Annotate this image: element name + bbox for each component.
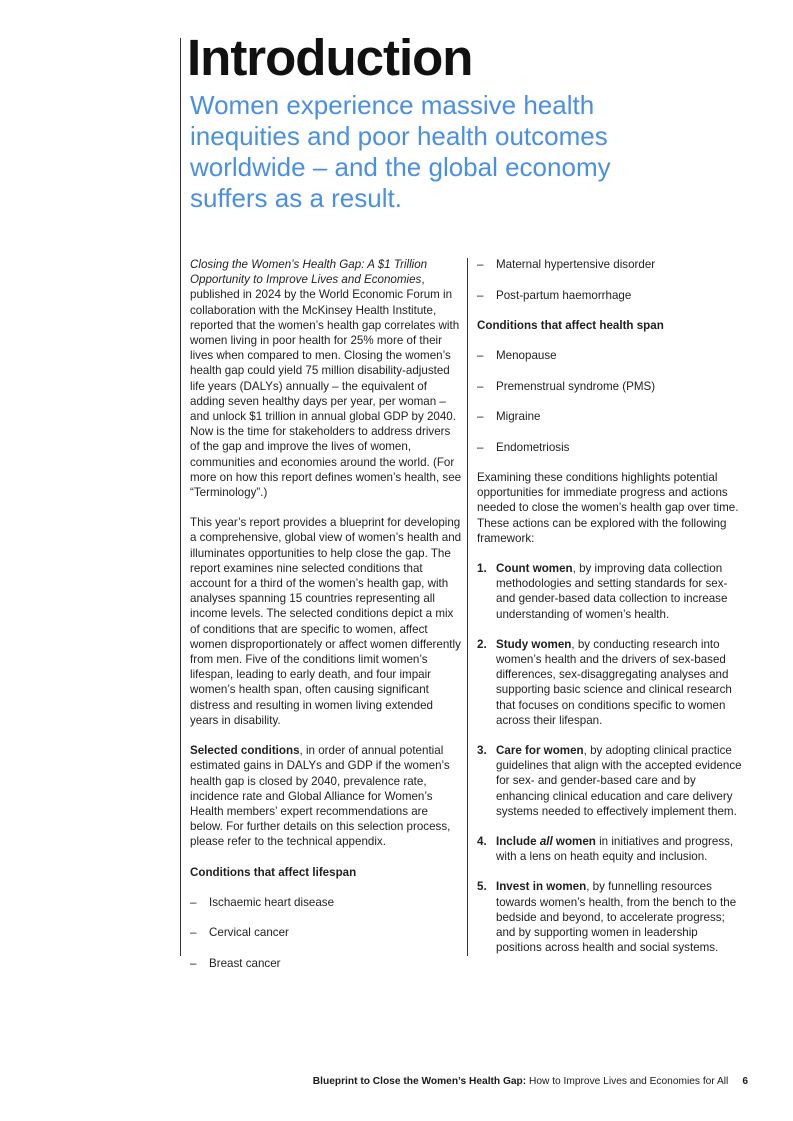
dash-bullet: – <box>477 410 484 424</box>
list-item-label: Maternal hypertensive disorder <box>496 258 656 271</box>
page-subtitle: Women experience massive health inequities and poor health outcomes worldwide – and the global economy suffers as a result. <box>190 90 611 213</box>
item-title: Care for women <box>496 744 584 758</box>
intro-paragraph-text: , published in 2024 by the World Economic Forum in collaboration with the McKinsey Health Institute, reported that the women’s health gap correlates with women living in poor health for 25% more of their lives when compared to men. Closing the women’s health gap could yield 75 million disability-adjusted life years (DALYs) annually – the equivalent of adding seven healthy days per year, per woman – and unlock $1 trillion in annual global GDP by 2040. Now is the time for stakeholders to address drivers of the gap and improve the lives of women, communities and economies around the world. (For more on how this report defines women’s health, see “Terminology”.) <box>190 273 462 500</box>
dash-bullet: – <box>477 379 484 393</box>
right-column <box>477 257 745 955</box>
item-number: 1. <box>477 562 487 575</box>
left-vertical-rule <box>180 38 181 956</box>
dash-bullet: – <box>477 440 484 454</box>
framework-item <box>477 561 745 622</box>
list-item <box>477 348 745 363</box>
dash-bullet: – <box>190 956 197 970</box>
framework-intro: Examining these conditions highlights potential opportunities for immediate progress and actions needed to close the women’s health gap over time. These actions can be explored with the following framework: <box>477 470 739 545</box>
list-item <box>190 956 463 971</box>
list-item <box>477 440 745 455</box>
item-title: Count women <box>496 562 573 575</box>
dash-bullet: – <box>477 258 484 271</box>
list-item-label: Menopause <box>496 349 557 362</box>
item-text: , by funnelling resources towards women’s health, from the bench to the bedside and beyond, to accelerate progress; and by supporting women in leadership positions across health and social systems. <box>496 880 737 955</box>
item-text: in initiatives and progress, with a lens on heath equity and inclusion. <box>496 835 734 864</box>
item-text: , by conducting research into women’s health and the drivers of sex-based differences, sex-disaggregating analyses and supporting basic science and clinical research that focuses on conditions specific to women across their lifespan. <box>496 637 732 727</box>
framework-item <box>477 743 745 819</box>
lifespan-list <box>190 895 463 971</box>
item-number: 3. <box>477 744 487 758</box>
item-title: Invest in women <box>496 880 587 894</box>
intro-paragraph <box>190 257 463 500</box>
page-number: 6 <box>742 1076 748 1087</box>
left-column <box>190 257 463 971</box>
list-item-label: Endometriosis <box>496 440 570 454</box>
list-item-label: Ischaemic heart disease <box>209 895 335 909</box>
dash-bullet: – <box>190 926 197 940</box>
list-item <box>477 257 745 272</box>
footer-report-subtitle: How to Improve Lives and Economies for All <box>526 1076 729 1087</box>
framework-item <box>477 637 745 728</box>
report-title-italic: Closing the Women’s Health Gap: A $1 Trillion Opportunity to Improve Lives and Economies <box>190 258 428 287</box>
list-item-label: Post-partum haemorrhage <box>496 288 632 302</box>
item-title: Include all women <box>496 835 596 849</box>
lifespan-list-continued <box>477 257 745 303</box>
list-item-label: Breast cancer <box>209 956 281 970</box>
footer-report-title: Blueprint to Close the Women’s Health Gap: <box>312 1076 527 1087</box>
item-number: 2. <box>477 637 487 651</box>
list-item-label: Cervical cancer <box>209 926 289 940</box>
page-footer <box>313 1076 748 1087</box>
selected-conditions-paragraph <box>190 743 463 849</box>
framework-item <box>477 879 745 955</box>
item-text: , by adopting clinical practice guidelines that align with the accepted evidence for sex- and gender-based care and by enhancing clinical education and care delivery systems needed to effectively implement them. <box>496 744 742 818</box>
selected-conditions-label: Selected conditions <box>190 744 300 758</box>
healthspan-list <box>477 348 745 455</box>
list-item <box>190 895 463 910</box>
dash-bullet: – <box>477 349 484 362</box>
item-title: Study women <box>496 637 572 651</box>
healthspan-heading: Conditions that affect health span <box>477 318 664 332</box>
list-item <box>190 925 463 940</box>
item-text: , by improving data collection methodologies and setting standards for sex- and gender-based data collection to increase understanding of women’s health. <box>496 562 728 621</box>
list-item-label: Premenstrual syndrome (PMS) <box>496 379 656 393</box>
selected-conditions-text: , in order of annual potential estimated gains in DALYs and GDP if the women’s health gap is closed by 2040, prevalence rate, incidence rate and Global Alliance for Women’s Health members’ expert recommendations are below. For further details on this selection process, please refer to the technical appendix. <box>190 744 451 849</box>
framework-item <box>477 834 745 864</box>
dash-bullet: – <box>190 895 197 909</box>
list-item <box>477 288 745 303</box>
list-item <box>477 409 745 424</box>
dash-bullet: – <box>477 288 484 302</box>
lifespan-heading: Conditions that affect lifespan <box>190 865 357 879</box>
column-divider-rule <box>467 258 468 956</box>
page-title: Introduction <box>187 29 473 86</box>
item-number: 5. <box>477 880 487 894</box>
list-item <box>477 379 745 394</box>
item-number: 4. <box>477 835 487 849</box>
list-item-label: Migraine <box>496 410 541 424</box>
blueprint-paragraph: This year’s report provides a blueprint for developing a comprehensive, global view of women’s health and illuminates opportunities to help close the gap. The report examines nine selected conditions that account for a third of the women’s health gap, with analyses spanning 15 countries representing all income levels. The selected conditions depict a mix of conditions that are specific to women, affect women disproportionately or affect women differently from men. Five of the conditions limit women’s lifespan, leading to early death, and four impair women’s health span, often causing significant distress and resulting in women living extended years in disability. <box>190 516 462 727</box>
framework-list <box>477 561 745 955</box>
